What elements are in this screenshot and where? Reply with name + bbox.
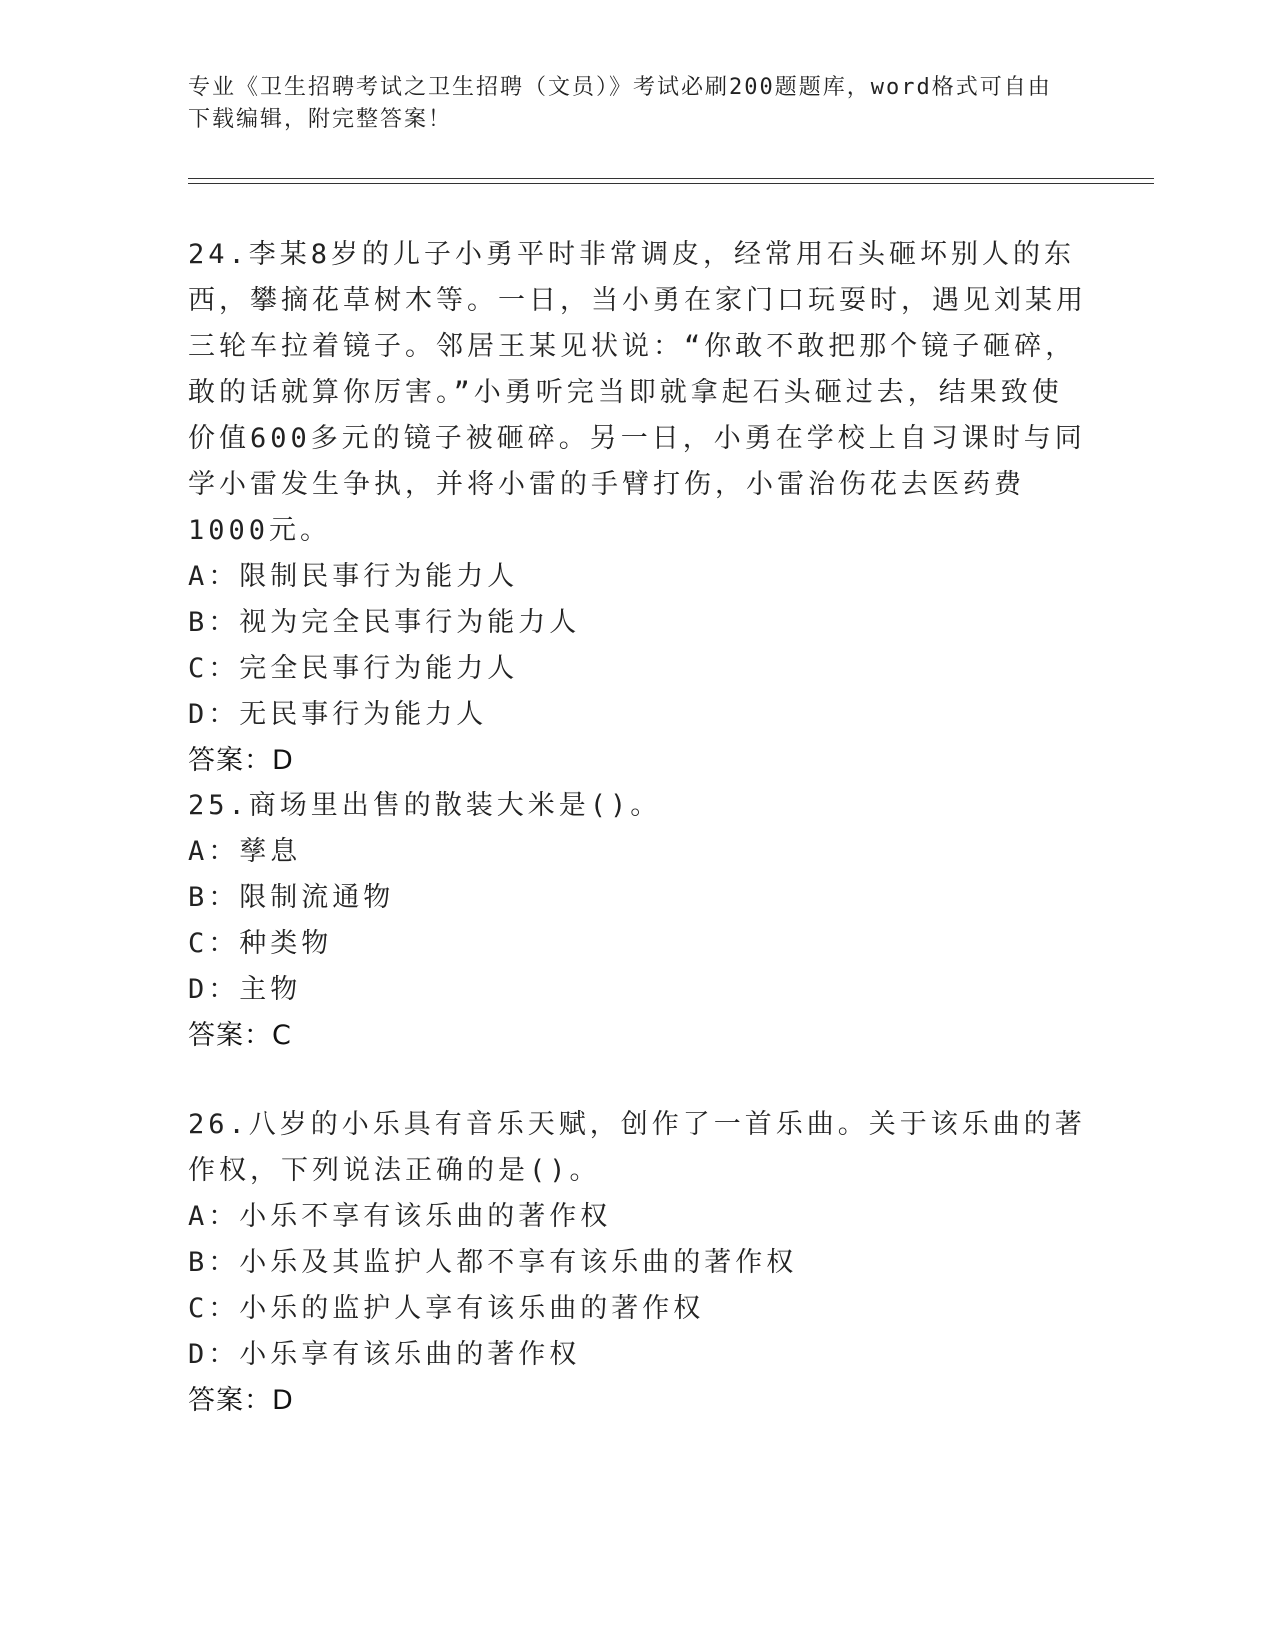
option-c: C：种类物	[188, 928, 333, 959]
document-header: 专业《卫生招聘考试之卫生招聘（文员）》考试必刷200题题库，word格式可自由下载编辑，附完整答案！	[188, 75, 1052, 132]
answer: 答案：D	[188, 745, 294, 776]
question-24	[188, 232, 1088, 784]
header-divider-bottom	[188, 183, 1154, 184]
question-text: 25.商场里出售的散装大米是()。	[188, 790, 662, 821]
option-d: D：主物	[188, 974, 302, 1005]
option-a: A：小乐不享有该乐曲的著作权	[188, 1201, 612, 1232]
question-26	[188, 1102, 1088, 1424]
header-divider-top	[188, 178, 1154, 179]
answer: 答案：D	[188, 1385, 294, 1416]
option-d: D：无民事行为能力人	[188, 699, 488, 730]
option-a: A：限制民事行为能力人	[188, 561, 519, 592]
question-25	[188, 783, 1088, 1059]
option-b: B：视为完全民事行为能力人	[188, 607, 581, 638]
option-c: C：完全民事行为能力人	[188, 653, 519, 684]
option-b: B：限制流通物	[188, 882, 395, 913]
option-d: D：小乐享有该乐曲的著作权	[188, 1339, 581, 1370]
option-c: C：小乐的监护人享有该乐曲的著作权	[188, 1293, 705, 1324]
option-b: B：小乐及其监护人都不享有该乐曲的著作权	[188, 1247, 798, 1278]
answer: 答案：C	[188, 1020, 292, 1051]
option-a: A：孳息	[188, 836, 302, 867]
question-text: 24.李某8岁的儿子小勇平时非常调皮，经常用石头砸坏别人的东西，攀摘花草树木等。一日，当小勇在家门口玩耍时，遇见刘某用三轮车拉着镜子。邻居王某见状说：“你敢不敢把那个镜子砸碎，敢的话就算你厉害。”小勇听完当即就拿起石头砸过去，结果致使价值600多元的镜子被砸碎。另一日，小勇在学校上自习课时与同学小雷发生争执，并将小雷的手臂打伤，小雷治伤花去医药费1000元。	[188, 239, 1087, 546]
question-text: 26.八岁的小乐具有音乐天赋，创作了一首乐曲。关于该乐曲的著作权，下列说法正确的是()。	[188, 1109, 1086, 1186]
